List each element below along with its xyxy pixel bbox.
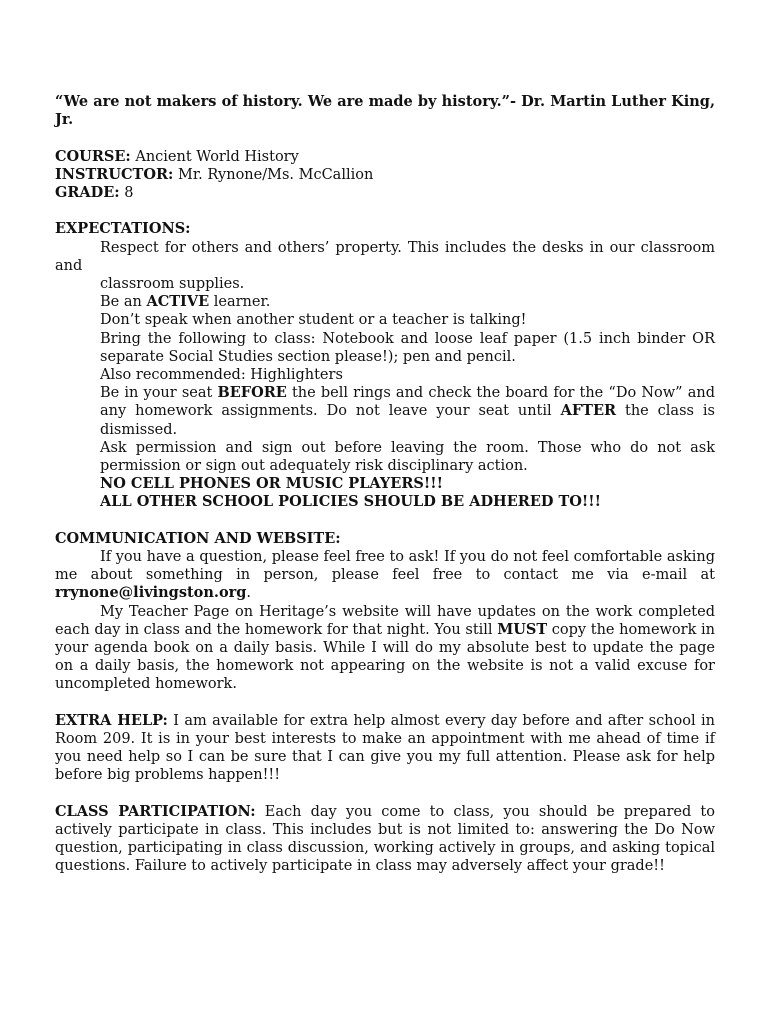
- communication-paragraph-2: [55, 603, 715, 694]
- grade-label: GRADE:: [55, 184, 120, 201]
- extra-help-label: EXTRA HELP:: [55, 711, 168, 729]
- communication-paragraph-1: [55, 548, 715, 603]
- instructor-value: Mr. Rynone/Ms. McCallion: [173, 166, 374, 183]
- extra-help-text: I am available for extra help almost every day before and after school in Room 209. It is in your best interests to make an appointment with me ahead of time if you need help so I can be sure that I can give you my full attention. Please ask for help before big problems happen!!!: [55, 712, 715, 784]
- instructor-label: INSTRUCTOR:: [55, 165, 174, 183]
- communication-heading: COMMUNICATION AND WEBSITE:: [55, 529, 341, 547]
- communication-p1-text: If you have a question, please feel free to ask! If you do not feel comfortable asking me about something in person, please feel free to contact me via e-mail at: [55, 549, 715, 584]
- spacer: [55, 129, 715, 147]
- grade-line: [55, 184, 715, 202]
- expectation-seat-before: BEFORE: [217, 384, 287, 402]
- extra-help-paragraph: [55, 712, 715, 785]
- expectation-bring: Bring the following to class: Notebook and loose leaf paper (1.5 inch binder OR separate Social Studies section please!); pen and pencil.: [100, 330, 715, 365]
- expectation-active-post: learner.: [209, 294, 271, 311]
- spacer: [55, 785, 715, 803]
- communication-p2-a: My Teacher Page on Heritage’s website will have updates on the work completed each day in class and the homework for that night. You still: [55, 603, 715, 638]
- instructor-line: [55, 166, 715, 184]
- expectation-respect: Respect for others and others’ property. This includes the desks in our classroom and: [55, 239, 715, 274]
- expectation-seat-after: AFTER: [560, 402, 617, 420]
- communication-p1-end: .: [246, 585, 251, 602]
- syllabus-document: [55, 93, 715, 876]
- expectation-recommended: Also recommended: Highlighters: [100, 367, 343, 384]
- expectation-seat-3: the bell rings and check the board for the “Do Now” and any homework assignments. Do not leave your seat until: [100, 385, 715, 420]
- communication-p2-b: copy the homework in your agenda book on a daily basis. While I will do my absolute best to update the page on a daily basis, the homework not appearing on the website is not a valid excuse for uncompleted homework.: [55, 621, 715, 693]
- expectation-active: [55, 293, 715, 311]
- participation-paragraph: [55, 803, 715, 876]
- expectation-policies: ALL OTHER SCHOOL POLICIES SHOULD BE ADHERED TO!!!: [100, 493, 602, 511]
- course-line: [55, 148, 715, 166]
- expectations-heading: EXPECTATIONS:: [55, 220, 191, 238]
- expectation-permission: Ask permission and sign out before leaving the room. Those who do not ask permission or sign out adequately risk disciplinary action.: [100, 439, 715, 475]
- expectation-no-phones: NO CELL PHONES OR MUSIC PLAYERS!!!: [100, 475, 443, 493]
- spacer: [55, 694, 715, 712]
- expectation-respect-cont: classroom supplies.: [100, 276, 245, 292]
- expectation-seat: [55, 384, 715, 439]
- grade-value: 8: [119, 185, 134, 201]
- expectation-seat-1: Be in your seat: [100, 385, 218, 402]
- spacer: [55, 512, 715, 530]
- course-label: COURSE:: [55, 147, 131, 165]
- expectation-dont-speak: Don’t speak when another student or a teacher is talking!: [100, 312, 527, 329]
- participation-text: Each day you come to class, you should be prepared to actively participate in class. This includes but is not limited to: answering the Do Now question, participating in class discussion, working actively in groups, and asking topical questions. Failure to actively participate in class may adversely affect your grade!!: [55, 803, 715, 875]
- email-address: rrynone@livingston.org: [55, 584, 247, 602]
- course-value: Ancient World History: [130, 148, 299, 165]
- expectation-active-bold: ACTIVE: [146, 293, 210, 311]
- expectation-active-pre: Be an: [100, 294, 147, 311]
- participation-label: CLASS PARTICIPATION:: [55, 802, 256, 820]
- opening-quote: “We are not makers of history. We are made by history.”- Dr. Martin Luther King, Jr.: [55, 93, 715, 129]
- spacer: [55, 202, 715, 220]
- communication-p2-must: MUST: [497, 620, 548, 638]
- expectation-seat-5: the class is dismissed.: [100, 403, 715, 438]
